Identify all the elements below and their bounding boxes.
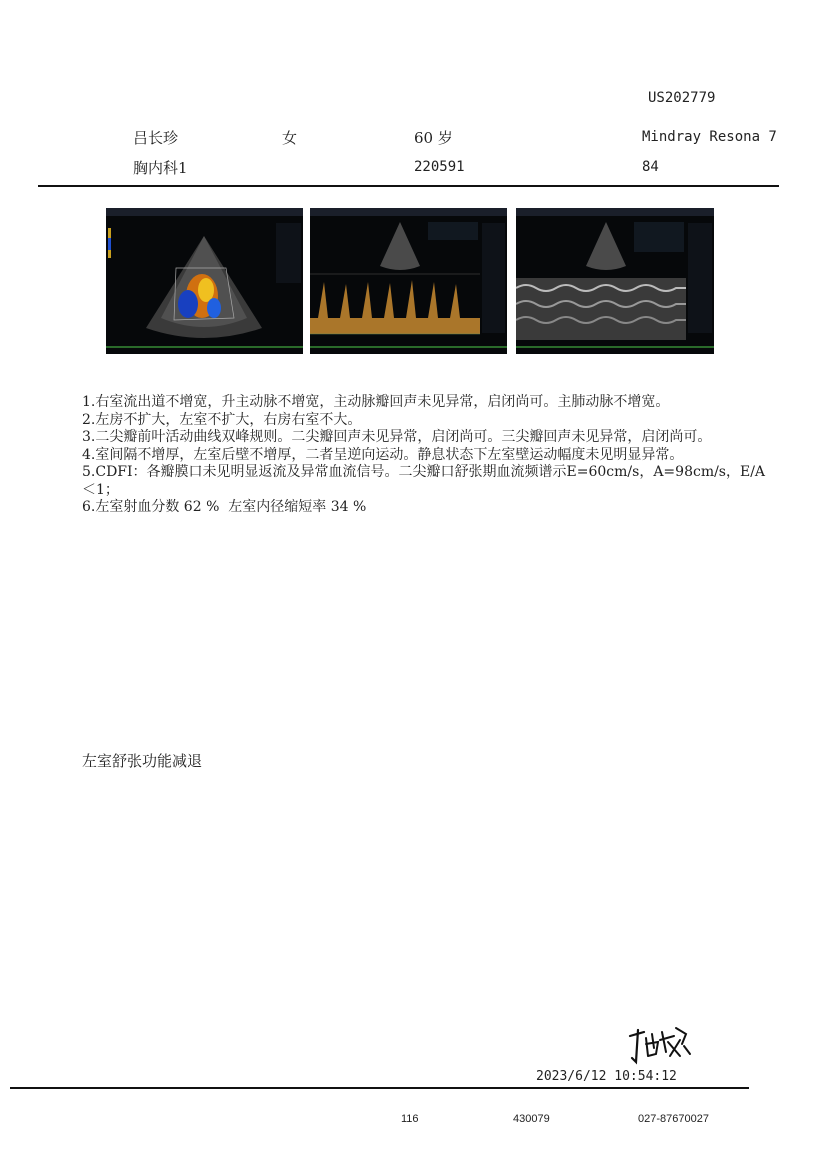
footer-field-2: 430079 — [513, 1113, 550, 1125]
patient-name: 吕长珍 — [133, 129, 179, 147]
footer-field-1: 116 — [401, 1113, 419, 1125]
report-timestamp: 2023/6/12 10:54:12 — [536, 1069, 677, 1084]
conclusion: 左室舒张功能减退 — [82, 752, 203, 770]
patient-number: 220591 — [414, 159, 465, 175]
signature — [626, 1022, 692, 1068]
patient-sex: 女 — [282, 129, 298, 147]
finding-item: 6.左室射血分数 62 % 左室内径缩短率 34 % — [82, 499, 367, 515]
finding-item: 2.左房不扩大，左室不扩大，右房右室不大。 — [82, 411, 362, 428]
header-divider — [38, 185, 779, 187]
finding-item: 1.右室流出道不增宽，升主动脉不增宽，主动脉瓣回声未见异常，启闭尚可。主肺动脉不增宽。 — [82, 394, 670, 410]
patient-age: 60 岁 — [414, 129, 453, 147]
findings-list — [82, 394, 772, 517]
finding-item: 3.二尖瓣前叶活动曲线双峰规则。二尖瓣回声未见异常，启闭尚可。三尖瓣回声未见异常，启闭尚可。 — [82, 429, 712, 445]
department: 胸内科1 — [133, 159, 188, 177]
device-name: Mindray Resona 7 — [642, 129, 777, 145]
ultrasound-image-m-mode — [516, 208, 714, 354]
bed-number: 84 — [642, 159, 659, 175]
ultrasound-image-color-doppler — [106, 208, 303, 354]
finding-item: 4.室间隔不增厚，左室后壁不增厚，二者呈逆向运动。静息状态下左室壁运动幅度未见明显异常。 — [82, 446, 684, 463]
footer-phone: 027-87670027 — [638, 1113, 709, 1125]
ultrasound-image-pw-doppler — [310, 208, 507, 354]
footer-divider — [10, 1087, 749, 1089]
finding-item: 5.CDFI：各瓣膜口未见明显返流及异常血流信号。二尖瓣口舒张期血流频谱示E=60cm/s，A=98cm/s，E/A＜1； — [82, 464, 766, 498]
report-id: US202779 — [648, 90, 716, 106]
